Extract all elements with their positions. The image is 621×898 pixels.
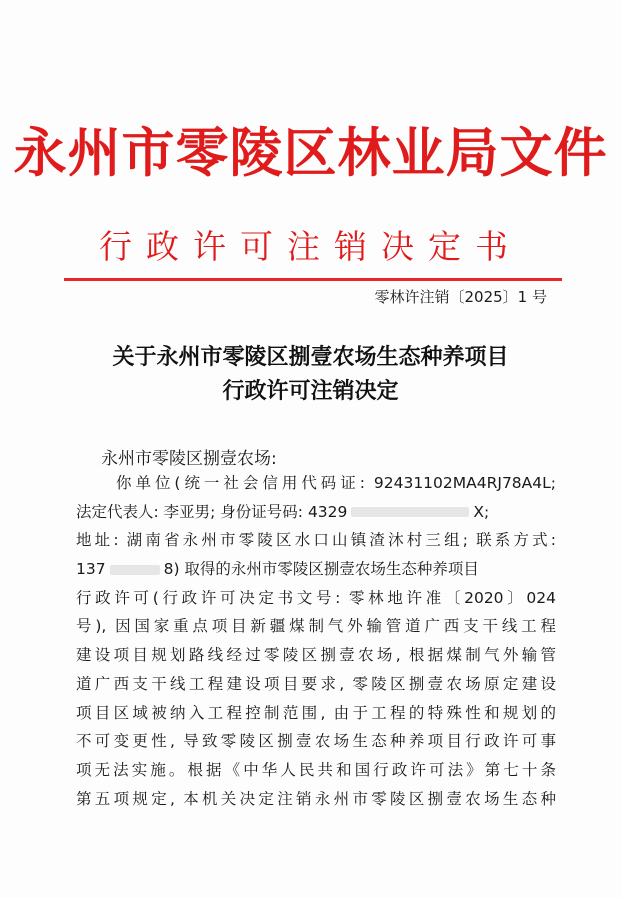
body-line: 不可变更性, 导致零陵区捌壹农场生态种养项目行政许可事 — [76, 732, 556, 751]
body-line: 建设项目规划路线经过零陵区捌壹农场, 根据煤制气外输管 — [76, 646, 556, 665]
title-line-1: 关于永州市零陵区捌壹农场生态种养项目 — [112, 344, 509, 370]
body-line: 行政许可(行政许可决定书文号: 零林地许准〔2020〕024 — [76, 588, 556, 607]
body-line: 法定代表人: 李亚男; 身份证号码: 4329 X; — [76, 502, 490, 521]
title-line-2: 行政许可注销决定 — [222, 378, 399, 404]
body-line: 你单位(统一社会信用代码证: 92431102MA4RJ78A4L; — [116, 474, 556, 492]
body-line: 项无法实施。根据《中华人民共和国行政许可法》第七十条 — [76, 760, 556, 779]
document-number: 零林许注销〔2025〕1 号 — [374, 288, 547, 306]
redacted-id-number — [351, 507, 469, 517]
redacted-phone-number — [110, 565, 160, 575]
body-line: 第五项规定, 本机关决定注销永州市零陵区捌壹农场生态种 — [76, 789, 556, 808]
letterhead-title: 永州市零陵区林业局文件 — [13, 122, 608, 184]
recipient-salutation: 永州市零陵区捌壹农场: — [101, 449, 277, 469]
body-line: 号), 因国家重点项目新疆煤制气外输管道广西支干线工程 — [76, 617, 556, 636]
body-line: 地址: 湖南省永州市零陵区水口山镇渣沐村三组; 联系方式: — [76, 531, 556, 550]
red-divider-line — [64, 278, 562, 281]
body-line: 道广西支干线工程建设项目要求, 零陵区捌壹农场原定建设 — [76, 674, 556, 693]
document-type: 行政许可注销决定书 — [99, 227, 522, 266]
body-line: 137 8) 取得的永州市零陵区捌壹农场生态种养项目 — [76, 560, 479, 579]
body-paragraph — [76, 469, 556, 813]
body-line: 项目区域被纳入工程控制范围, 由于工程的特殊性和规划的 — [76, 703, 556, 722]
document-title — [0, 340, 621, 408]
